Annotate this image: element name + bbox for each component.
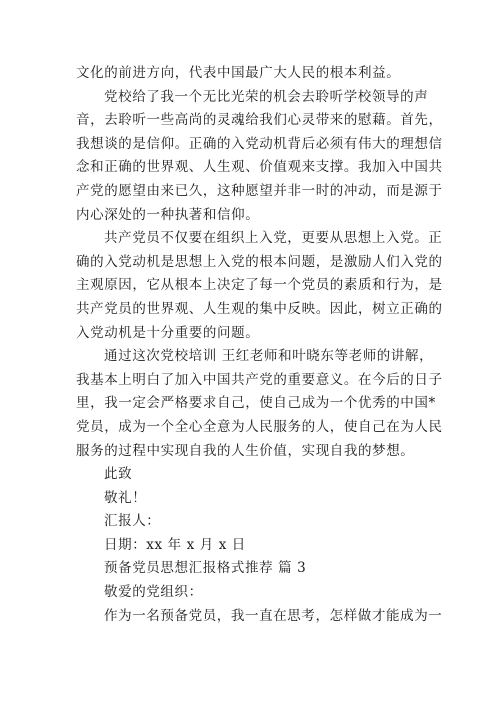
text-line: 敬礼！ [104, 489, 147, 506]
text-line: 我想谈的是信仰。正确的入党动机背后必须有伟大的理想信 [76, 135, 443, 152]
text-line: 日期：xx 年 x 月 x 日 [104, 536, 246, 553]
text-line: 内心深处的一种执著和信仰。 [76, 206, 260, 223]
document-body [76, 62, 443, 628]
text-line: 党员，成为一个全心全意为人民服务的人，使自己在为人民 [76, 418, 443, 435]
text-line: 入党动机是十分重要的问题。 [76, 324, 260, 341]
text-line: 确的入党动机是思想上入党的根本问题，是激励人们入党的 [76, 253, 443, 270]
text-line: 文化的前进方向，代表中国最广大人民的根本利益。 [76, 65, 401, 81]
text-line: 通过这次党校培训 王红老师和叶晓东等老师的讲解， [104, 348, 434, 365]
text-line: 预备党员思想汇报格式推荐 篇 3 [104, 560, 307, 577]
text-line: 汇报人： [104, 513, 161, 530]
text-line: 产党的愿望由来已久，这种愿望并非一时的冲动，而是源于 [76, 182, 443, 199]
text-line: 我基本上明白了加入中国共产党的重要意义。在今后的日子 [76, 371, 443, 388]
text-line: 里，我一定会严格要求自己，使自己成为一个优秀的中国* [76, 395, 436, 412]
text-line: 共产党员的世界观、人生观的集中反映。因此，树立正确的 [76, 300, 443, 317]
text-line: 此致 [104, 466, 133, 483]
text-line: 主观原因，它从根本上决定了每一个党员的素质和行为，是 [76, 277, 443, 294]
text-line: 党校给了我一个无比光荣的机会去聆听学校领导的声 [104, 88, 429, 105]
text-line: 服务的过程中实现自我的人生价值，实现自我的梦想。 [76, 442, 415, 459]
text-line: 念和正确的世界观、人生观、价值观来支撑。我加入中国共 [76, 159, 443, 176]
text-line: 作为一名预备党员，我一直在思考，怎样做才能成为一 [104, 607, 443, 624]
text-line: 音，去聆听一些高尚的灵魂给我们心灵带来的慰藉。首先， [76, 112, 443, 129]
text-line: 共产党员不仅要在组织上入党，更要从思想上入党。正 [104, 230, 443, 247]
text-line: 敬爱的党组织： [104, 584, 203, 601]
